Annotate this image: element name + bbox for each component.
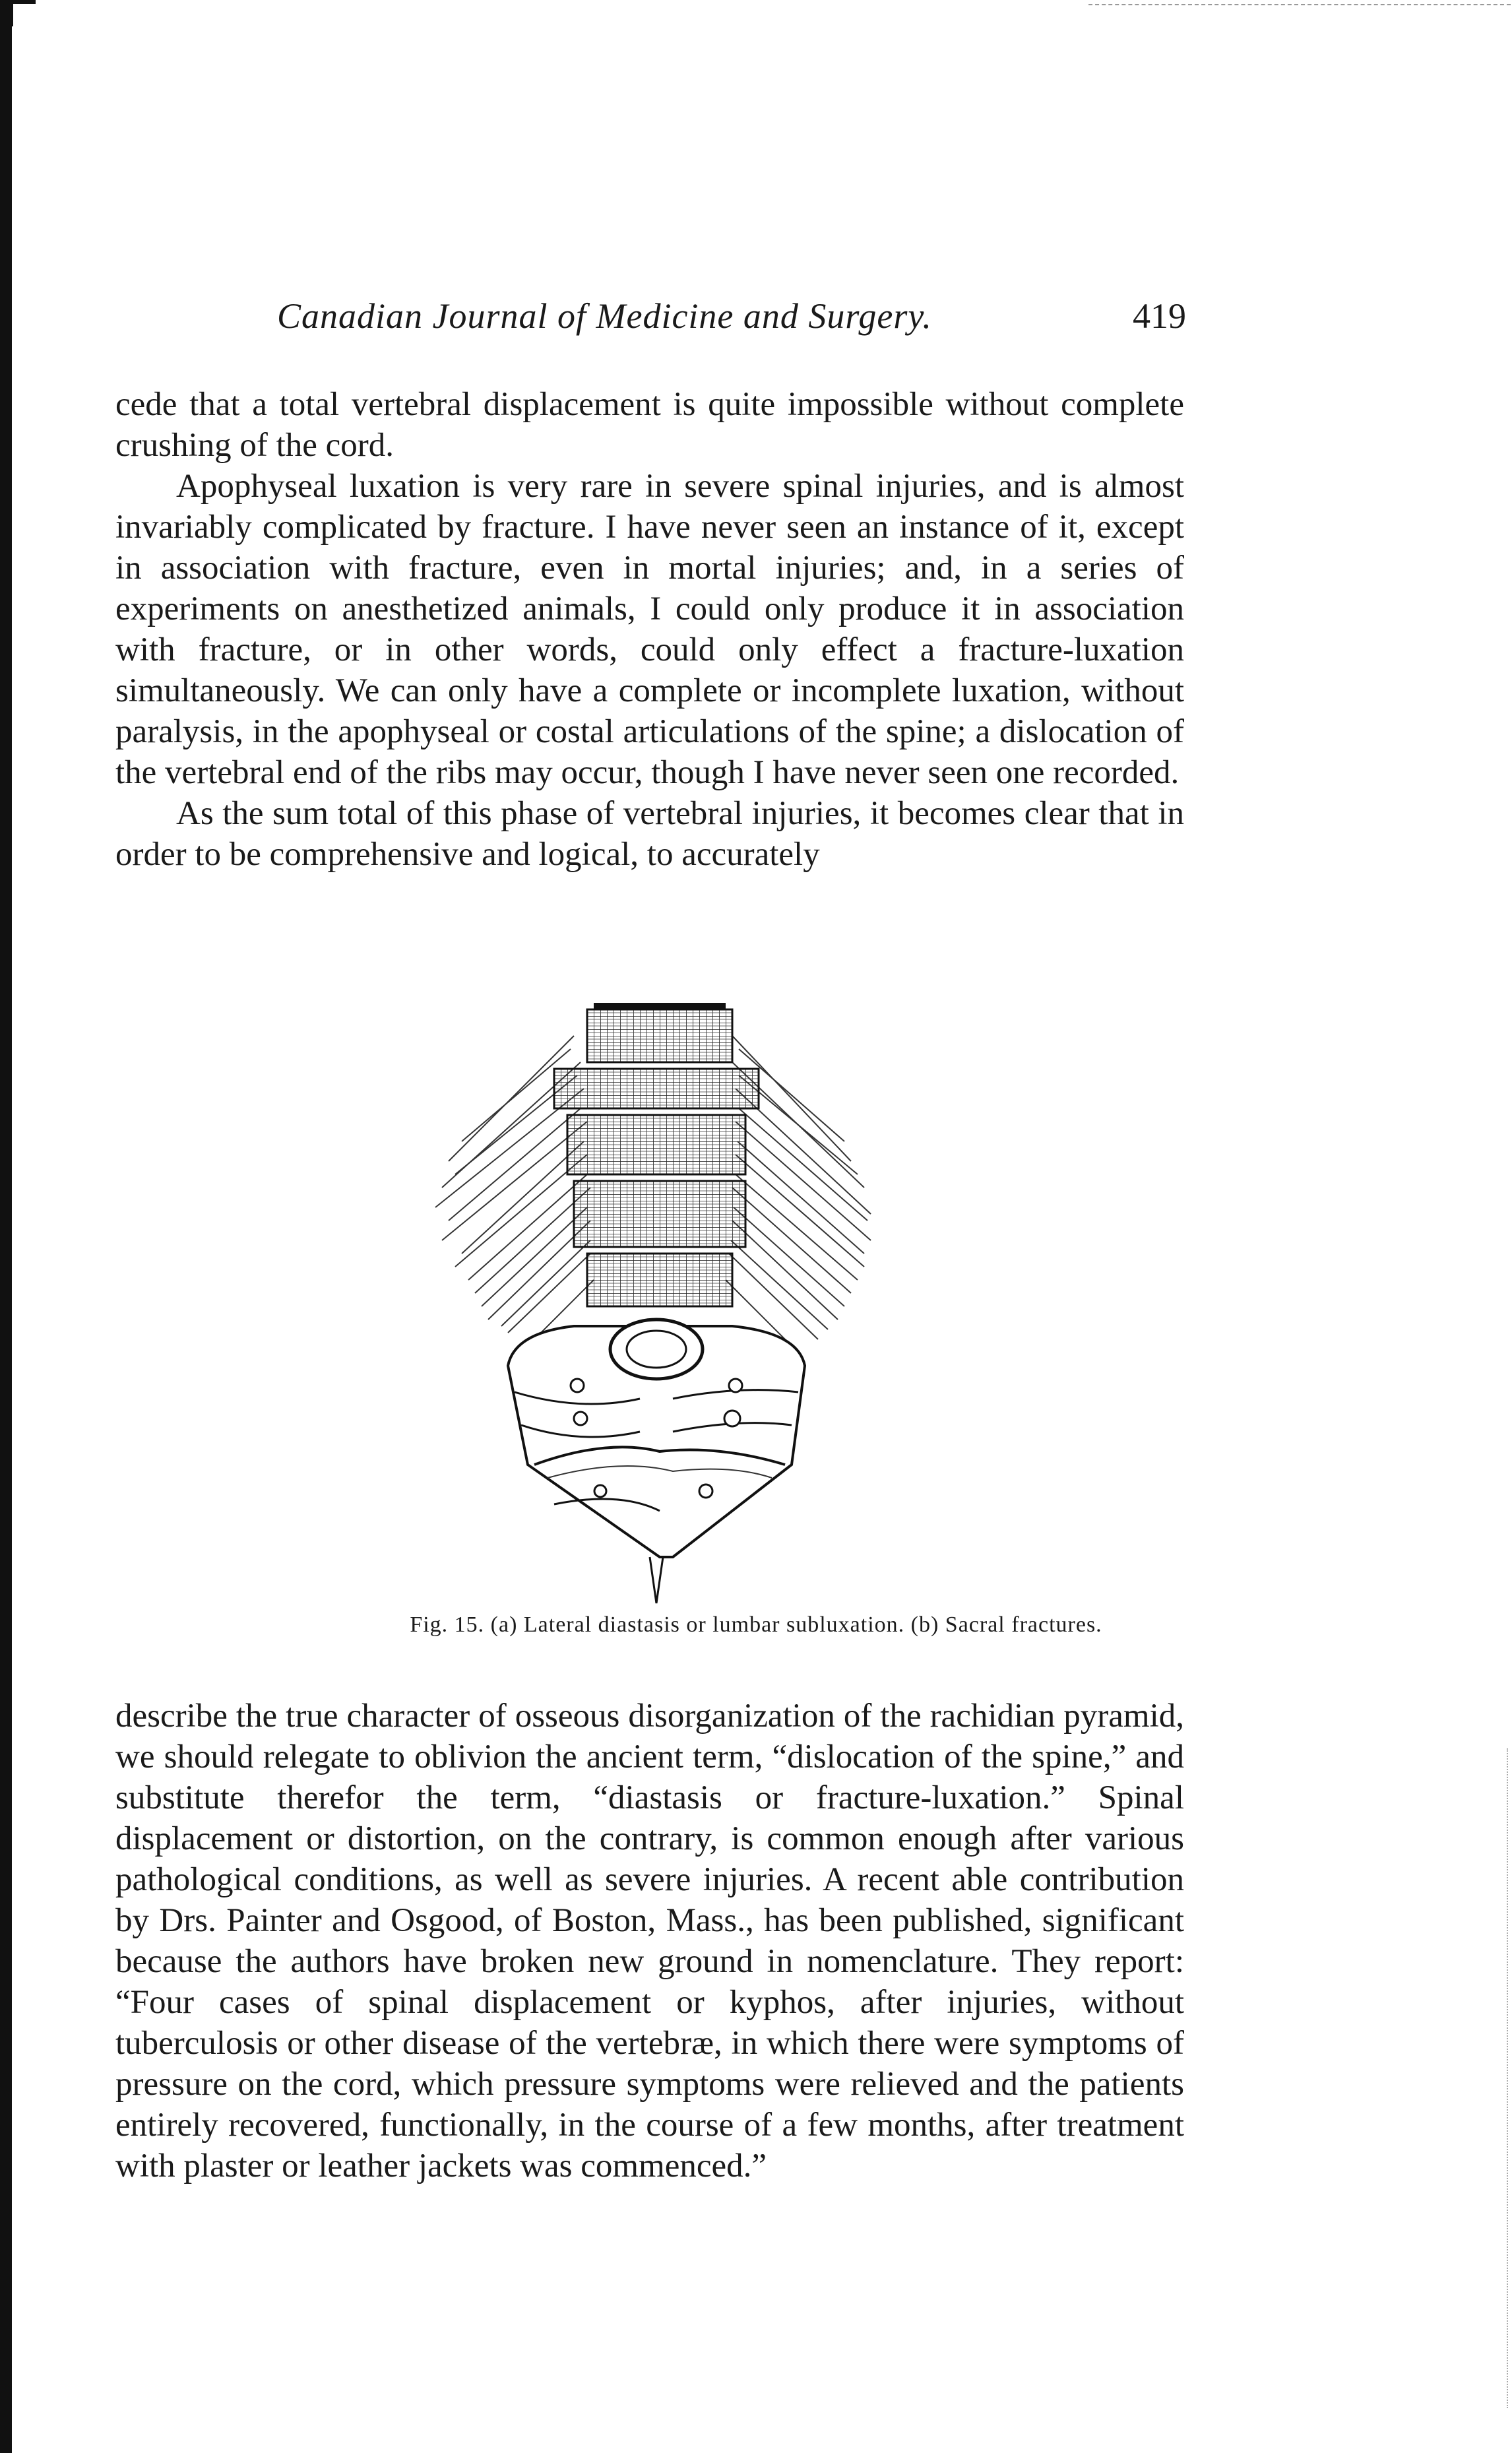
paragraph: As the sum total of this phase of vertebral injuries, it becomes clear that in order to be comprehensive and logical, to accurately [115, 795, 1184, 873]
spine-drawing [422, 990, 897, 1610]
top-rule [1088, 4, 1511, 5]
paragraph: cede that a total vertebral displacement is quite impossible without complete crushing of the cord. [115, 386, 1184, 464]
page-edge-corner [9, 0, 36, 26]
running-header [277, 296, 1186, 348]
paragraph: Apophyseal luxation is very rare in severe spinal injuries, and is almost invariably complicated by fracture. I have never seen an instance of it, except in association with fracture, even in mortal injuries; and, in a series of experiments on anesthetized animals, I could only produce it in association with fracture, or in other words, could only effect a fracture-luxation simultaneously. We can only have a complete or incomplete luxation, without paralysis, in the apophyseal or costal articulations of the spine; a dislocation of the vertebral end of the ribs may occur, though I have never seen one recorded. [115, 468, 1184, 791]
vertebral-column [554, 1003, 759, 1306]
page-edge-left [0, 0, 12, 2453]
sacrum [508, 1320, 805, 1603]
text-block-top [115, 384, 1184, 875]
page-number: 419 [1133, 296, 1186, 336]
paragraph: describe the true character of osseous disorganization of the rachidian pyramid, we should relegate to oblivion the ancient term, “dislocation of the spine,” and substitute therefor the term, “diastasis or fracture-luxation.” Spinal displacement or distortion, on the contrary, is common enough after various pathological conditions, as well as severe injuries. A recent able contribution by Drs. Painter and Osgood, of Boston, Mass., has been published, significant because the authors have broken new ground in nomenclature. They report: “Four cases of spinal displacement or kyphos, after injuries, without tuberculosis or other disease of the vertebræ, in which there were symptoms of pressure on the cord, which pressure symptoms were relieved and the patients entirely recovered, functionally, in the course of a few months, after treatment with plaster or leather jackets was commenced.” [115, 1698, 1184, 2184]
running-title: Canadian Journal of Medicine and Surgery. [277, 296, 932, 336]
spine-illustration [422, 990, 897, 1610]
text-block-bottom [115, 1696, 1184, 2186]
right-margin-dots [1507, 1748, 1508, 2408]
figure-caption: Fig. 15. (a) Lateral diastasis or lumbar subluxation. (b) Sacral fractures. [410, 1612, 1102, 1637]
